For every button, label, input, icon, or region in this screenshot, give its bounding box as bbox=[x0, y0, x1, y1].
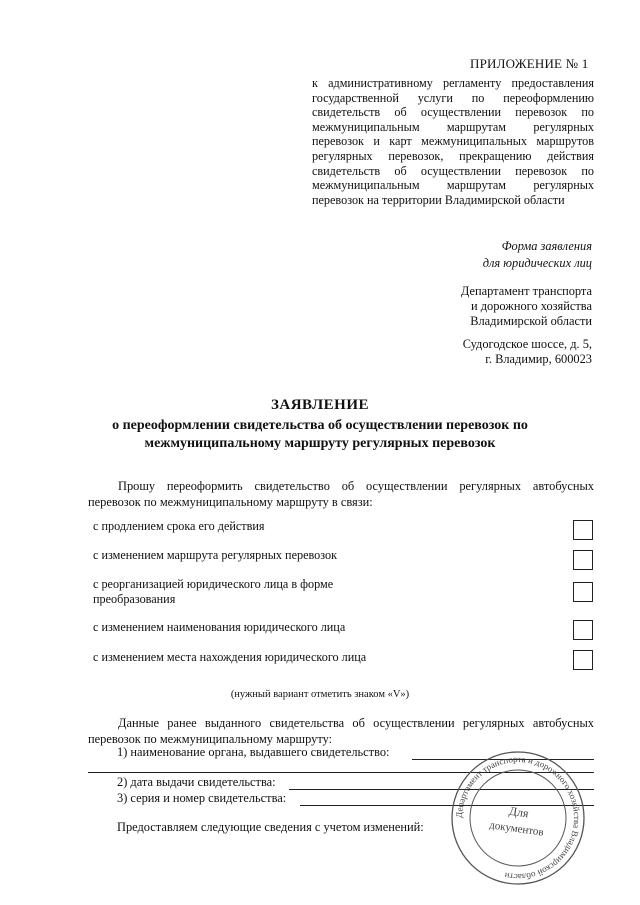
addressee-line3: Владимирской области bbox=[470, 314, 592, 328]
field-label-issuing-authority: 1) наименование органа, выдавшего свидетельство: bbox=[117, 745, 390, 759]
stamp-ring-text: Департамент транспорта и дорожного хозяйства Владимирской области bbox=[453, 753, 583, 883]
address-line2: г. Владимир, 600023 bbox=[485, 352, 592, 366]
checkbox-reorganization[interactable] bbox=[573, 582, 593, 602]
addressee-line1: Департамент транспорта bbox=[460, 284, 592, 298]
checkbox-hint: (нужный вариант отметить знаком «V») bbox=[230, 689, 410, 700]
option-label-reorganization: с реорганизацией юридического лица в форме преобразования bbox=[93, 577, 334, 606]
document-subtitle-line1: о переоформлении свидетельства об осуществлении перевозок по bbox=[112, 418, 528, 433]
stamp-center-line2: документов bbox=[488, 819, 545, 839]
field-label-issue-date: 2) дата выдачи свидетельства: bbox=[117, 775, 276, 789]
addressee-line2: и дорожного хозяйства bbox=[470, 299, 592, 313]
address-line1: Судогодское шоссе, д. 5, bbox=[462, 337, 592, 351]
addressee bbox=[461, 284, 592, 329]
option-label-route-change: с изменением маршрута регулярных перевозок bbox=[93, 548, 338, 562]
form-note-line1: Форма заявления bbox=[501, 239, 592, 253]
checkbox-route-change[interactable] bbox=[573, 550, 593, 570]
option-label-location-change: с изменением места нахождения юридического лица bbox=[93, 650, 367, 664]
document-subtitle-line2: межмуниципальному маршруту регулярных перевозок bbox=[144, 436, 496, 451]
department-stamp bbox=[448, 748, 588, 888]
request-intro: Прошу переоформить свидетельство об осуществлении регулярных автобусных перевозок по межмуниципальному маршруту в связи: bbox=[88, 479, 594, 509]
checkbox-extension[interactable] bbox=[573, 520, 593, 540]
stamp-center-line1: Для bbox=[508, 803, 530, 821]
provide-info-label: Предоставляем следующие сведения с учетом изменений: bbox=[117, 820, 424, 834]
address bbox=[463, 337, 592, 367]
field-label-series-number: 3) серия и номер свидетельства: bbox=[117, 791, 287, 805]
previous-certificate-intro: Данные ранее выданного свидетельства об осуществлении регулярных автобусных перевозок по межмуниципальному маршруту: bbox=[88, 716, 594, 746]
option-label-extension: с продлением срока его действия bbox=[93, 519, 265, 533]
checkbox-location-change[interactable] bbox=[573, 650, 593, 670]
option-label-name-change: с изменением наименования юридического лица bbox=[93, 620, 346, 634]
appendix-title: ПРИЛОЖЕНИЕ № 1 bbox=[470, 56, 589, 71]
checkbox-name-change[interactable] bbox=[573, 620, 593, 640]
appendix-text: к административному регламенту предоставления государственной услуги по переоформлению свидетельств об осуществлении перевозок по межмуниципальным маршрутам регулярных перевозок и карт межмуниципальных маршрутов регулярных перевозок, прекращению действия свидетельств об осуществлении перевозок по межмуниципальным маршрутам регулярных перевозок на территории Владимирской области bbox=[312, 76, 594, 207]
document-title: ЗАЯВЛЕНИЕ bbox=[270, 397, 370, 413]
form-note bbox=[483, 238, 592, 272]
form-note-line2: для юридических лиц bbox=[482, 256, 592, 270]
